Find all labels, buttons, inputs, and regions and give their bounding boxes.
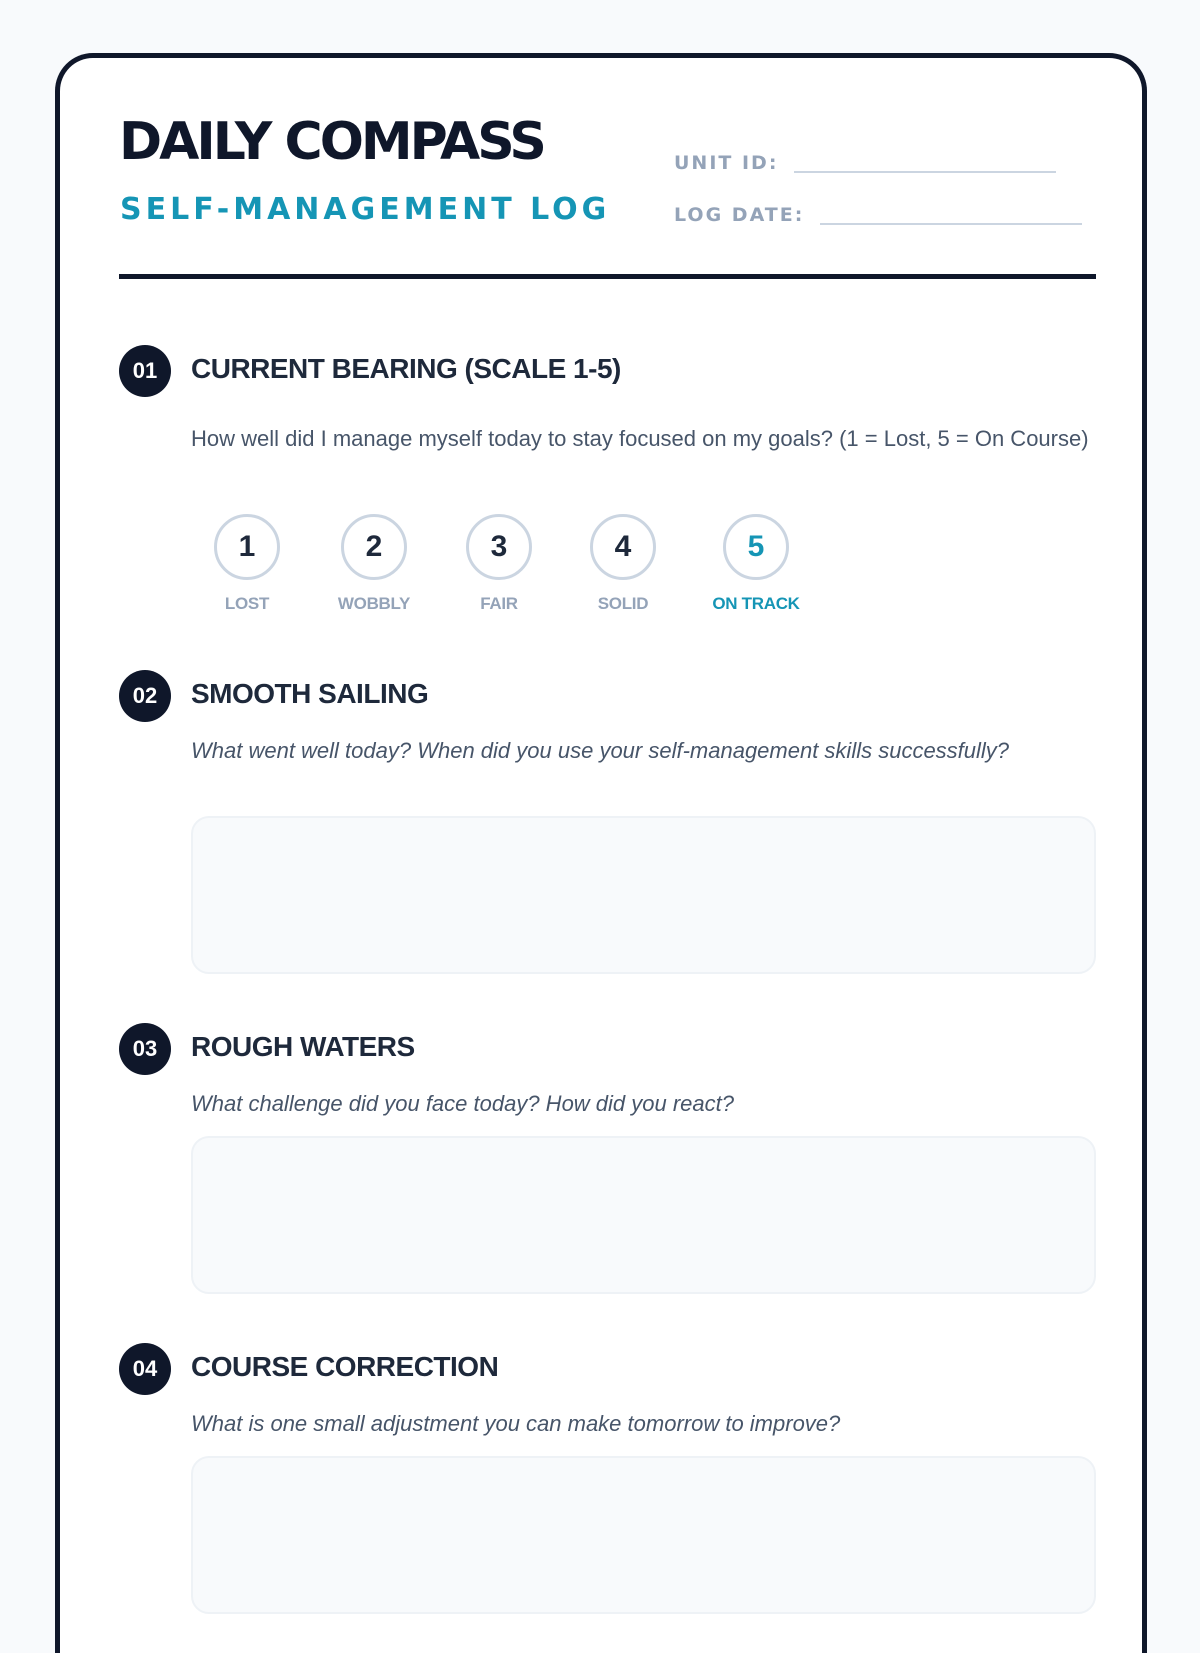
scale-label: FAIR <box>480 594 518 613</box>
header-divider <box>119 274 1096 279</box>
section-title: ROUGH WATERS <box>191 1031 415 1062</box>
section-number-badge: 02 <box>119 670 171 722</box>
smooth-sailing-answer-field[interactable] <box>191 816 1096 974</box>
section-number-badge: 04 <box>119 1343 171 1395</box>
unit-id-label: UNIT ID: <box>674 152 779 174</box>
scale-option-4[interactable] <box>568 514 678 614</box>
scale-label: LOST <box>224 594 270 613</box>
scale-option-5[interactable] <box>701 514 811 614</box>
log-date-label: LOG DATE: <box>674 204 805 226</box>
section-prompt: How well did I manage myself today to stay focused on my goals? (1 = Lost, 5 = On Course) <box>191 426 1089 451</box>
scale-label: WOBBLY <box>337 594 411 613</box>
scale-value: 2 <box>341 514 407 580</box>
section-prompt: What challenge did you face today? How did you react? <box>191 1091 734 1116</box>
section-prompt: What went well today? When did you use your self-management skills successfully? <box>191 738 1010 763</box>
log-date-field[interactable] <box>820 205 1082 225</box>
unit-id-row <box>674 153 1056 173</box>
page-title: DAILY COMPASS <box>119 112 544 172</box>
scale-value: 1 <box>214 514 280 580</box>
section-title: SMOOTH SAILING <box>191 678 429 709</box>
section-prompt: What is one small adjustment you can make tomorrow to improve? <box>191 1411 841 1436</box>
section-number-badge: 01 <box>119 345 171 397</box>
log-date-row <box>674 205 1082 225</box>
scale-label: SOLID <box>597 594 649 613</box>
unit-id-field[interactable] <box>794 153 1056 173</box>
log-sheet <box>55 53 1147 1653</box>
scale-value: 4 <box>590 514 656 580</box>
course-correction-answer-field[interactable] <box>191 1456 1096 1614</box>
scale-value: 3 <box>466 514 532 580</box>
page-subtitle: SELF-MANAGEMENT LOG <box>120 192 611 227</box>
section-number-badge: 03 <box>119 1023 171 1075</box>
section-title: COURSE CORRECTION <box>191 1351 499 1382</box>
scale-option-2[interactable] <box>319 514 429 614</box>
scale-option-1[interactable] <box>192 514 302 614</box>
scale-option-3[interactable] <box>444 514 554 614</box>
section-title: CURRENT BEARING (SCALE 1-5) <box>191 353 621 384</box>
scale-label: ON TRACK <box>712 594 800 613</box>
rough-waters-answer-field[interactable] <box>191 1136 1096 1294</box>
scale-value: 5 <box>723 514 789 580</box>
